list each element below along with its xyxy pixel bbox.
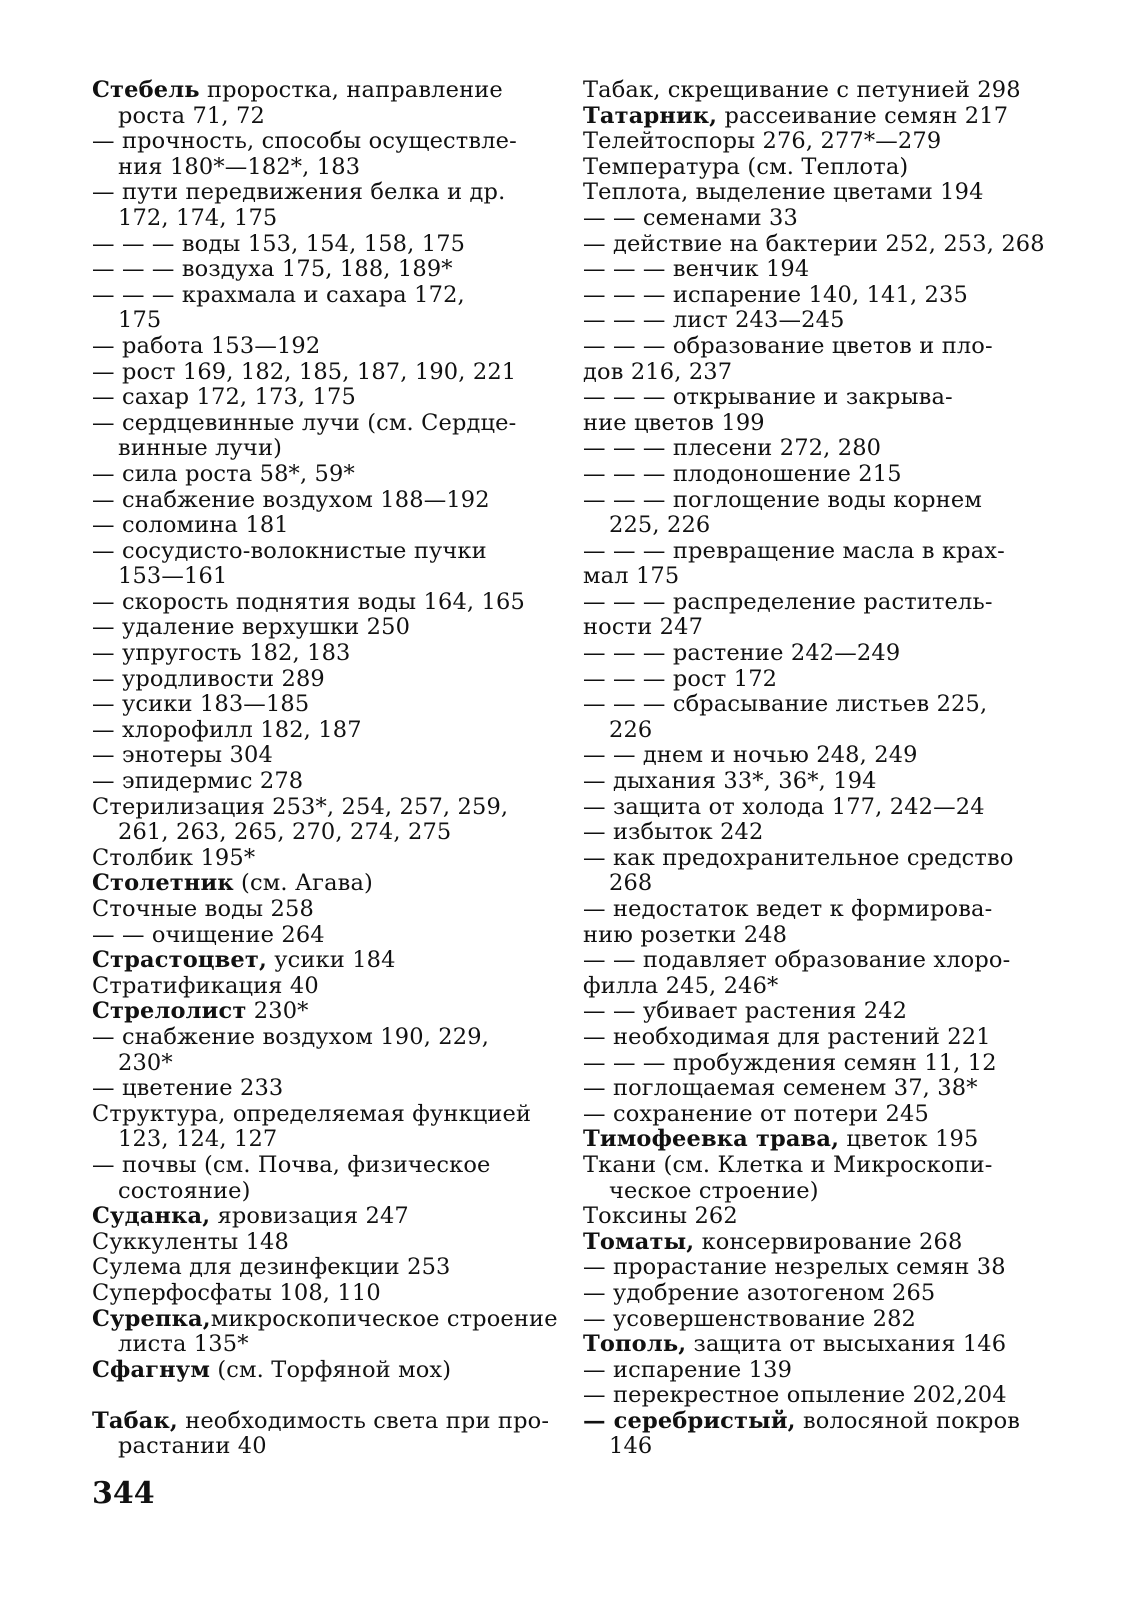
entry-text: рассеивание семян 217 — [717, 102, 1009, 129]
entry-headword: Томаты, — [583, 1228, 695, 1255]
index-entry-line — [92, 871, 552, 897]
index-entry-line — [92, 513, 552, 539]
entry-text: консервирование 268 — [694, 1228, 963, 1255]
index-entry-line — [583, 232, 1048, 258]
entry-text: — цветение 233 — [92, 1075, 284, 1102]
index-entry-line — [92, 795, 552, 821]
entry-headword: Сурепка, — [92, 1305, 211, 1332]
index-entry-line — [92, 974, 552, 1000]
index-entry-line — [92, 1305, 558, 1333]
entry-text: (см. Агава) — [233, 870, 373, 897]
entry-headword: Страстоцвет, — [92, 947, 267, 974]
entry-text: защита от высыхания 146 — [686, 1331, 1007, 1358]
index-entry-line — [92, 1332, 552, 1358]
entry-text: — — — рост 172 — [583, 665, 778, 692]
entry-text: листа 135* — [118, 1331, 249, 1358]
entry-text: волосяной покров — [795, 1407, 1021, 1434]
entry-text: — упругость 182, 183 — [92, 640, 351, 667]
entry-text: 172, 174, 175 — [118, 204, 278, 231]
entry-text: Стратификация 40 — [92, 972, 319, 999]
entry-text: — — — превращение масла в крах- — [583, 537, 1005, 564]
index-entry-line — [583, 871, 1048, 897]
index-entry-line — [92, 436, 552, 462]
index-entry-line — [92, 232, 552, 258]
entry-text: ности 247 — [583, 614, 704, 641]
entry-text: — сахар 172, 173, 175 — [92, 384, 356, 411]
index-entry-line — [583, 78, 1048, 104]
index-entry-line — [92, 615, 552, 641]
index-entry-line — [583, 1179, 1048, 1205]
index-entry-line — [92, 1204, 552, 1230]
entry-text: необходимость света при про- — [177, 1407, 550, 1434]
entry-text: — усики 183—185 — [92, 691, 310, 718]
entry-text: — необходимая для растений 221 — [583, 1023, 991, 1050]
index-entry-line — [92, 78, 552, 104]
index-entry-line — [92, 948, 552, 974]
entry-text: — — — лист 243—245 — [583, 307, 845, 334]
entry-text: — — очищение 264 — [92, 921, 325, 948]
index-entry-line — [583, 667, 1048, 693]
entry-text: — — днем и ночью 248, 249 — [583, 742, 918, 769]
entry-text: Ткани (см. Клетка и Микроскопи- — [583, 1151, 993, 1178]
entry-headword: Стебель — [92, 77, 200, 103]
entry-text: Столбик 195* — [92, 844, 256, 871]
entry-text: — скорость поднятия воды 164, 165 — [92, 588, 525, 615]
entry-text: — сосудисто-волокнистые пучки — [92, 537, 487, 564]
entry-text: — прочность, способы осуществле- — [92, 128, 517, 155]
entry-headword: Татарник, — [583, 102, 718, 129]
index-entry-line — [583, 129, 1048, 155]
index-entry-line — [92, 1230, 552, 1256]
index-entry-line — [92, 129, 552, 155]
entry-text: ние цветов 199 — [583, 409, 765, 436]
index-entry-line — [583, 360, 1048, 386]
entry-text: Теплота, выделение цветами 194 — [583, 179, 984, 206]
index-entry-line — [583, 411, 1048, 437]
index-entry-line — [583, 436, 1048, 462]
index-entry-line — [583, 1409, 1048, 1435]
entry-text: — — — крахмала и сахара 172, — [92, 281, 465, 308]
index-entry-line — [92, 897, 552, 923]
entry-headword: Тимофеевка трава, — [583, 1126, 840, 1153]
index-entry-line — [583, 1051, 1048, 1077]
entry-text: — — — образование цветов и пло- — [583, 332, 993, 359]
entry-text: — — — поглощение воды корнем — [583, 486, 982, 513]
index-entry-line — [92, 257, 552, 283]
entry-text: состояние) — [118, 1177, 251, 1204]
entry-text: — действие на бактерии 252, 253, 268 — [583, 230, 1045, 257]
index-entry-line — [92, 1434, 552, 1460]
index-entry-line — [92, 923, 552, 949]
entry-text: — — подавляет образование хлоро- — [583, 947, 1011, 974]
entry-text: мал 175 — [583, 563, 680, 590]
entry-text: — сердцевинные лучи (см. Сердце- — [92, 409, 517, 436]
index-entry-line — [583, 1383, 1048, 1409]
index-entry-line — [583, 615, 1048, 641]
entry-text: — почвы (см. Почва, физическое — [92, 1151, 491, 1178]
index-entry-line — [92, 180, 552, 206]
index-entry-line — [583, 795, 1048, 821]
entry-text: — защита от холода 177, 242—24 — [583, 793, 985, 820]
entry-text: роста 71, 72 — [118, 102, 265, 129]
entry-text: нию розетки 248 — [583, 921, 788, 948]
index-entry-line — [92, 334, 552, 360]
entry-text: Суккуленты 148 — [92, 1228, 289, 1255]
entry-text: — работа 153—192 — [92, 332, 321, 359]
index-entry-line — [92, 488, 552, 514]
entry-text: — — — воздуха 175, 188, 189* — [92, 256, 453, 283]
index-column-left — [92, 77, 558, 1460]
index-entry-line — [583, 948, 1048, 974]
entry-text: — — убивает растения 242 — [583, 998, 908, 1025]
index-entry-line — [583, 743, 1048, 769]
index-entry-line — [583, 974, 1048, 1000]
entry-text: филла 245, 246* — [583, 972, 779, 999]
index-entry-line — [583, 283, 1048, 309]
index-entry-line — [92, 360, 552, 386]
entry-headword: Сфагнум — [92, 1356, 211, 1383]
index-entry-line — [92, 155, 552, 181]
entry-text: проростка, направление — [199, 77, 503, 103]
index-entry-line — [92, 564, 552, 590]
entry-text: — недостаток ведет к формирова- — [583, 896, 993, 922]
index-entry-line — [583, 155, 1048, 181]
index-entry-line — [92, 1051, 552, 1077]
index-entry-line — [92, 1358, 552, 1384]
index-entry-line — [583, 923, 1048, 949]
entry-text: — сохранение от потери 245 — [583, 1100, 929, 1127]
index-entry-line — [583, 1153, 1048, 1179]
entry-text: — усовершенствование 282 — [583, 1305, 917, 1332]
entry-text: — — — растение 242—249 — [583, 640, 901, 667]
entry-text: — как предохранительное средство — [583, 844, 1014, 871]
entry-text: 175 — [118, 307, 162, 334]
entry-text: — — — воды 153, 154, 158, 175 — [92, 230, 466, 257]
index-entry-line — [92, 1281, 552, 1307]
index-entry-line — [92, 104, 552, 130]
index-entry-line — [92, 1102, 552, 1128]
entry-text: 261, 263, 265, 270, 274, 275 — [118, 819, 452, 846]
index-entry-line — [583, 1102, 1048, 1128]
entry-text: — пути передвижения белка и др. — [92, 179, 506, 206]
entry-text: — прорастание незрелых семян 38 — [583, 1254, 1006, 1281]
index-entry-line — [92, 999, 552, 1025]
entry-text: микроскопическое строение — [210, 1305, 558, 1332]
entry-text: — — — распределение раститель- — [583, 588, 993, 615]
entry-text: Суперфосфаты 108, 110 — [92, 1279, 381, 1306]
entry-text: — — — сбрасывание листьев 225, — [583, 691, 988, 718]
index-entry-line — [92, 1255, 552, 1281]
index-entry-line — [583, 564, 1048, 590]
index-entry-line — [92, 820, 552, 846]
entry-headword: Стрелолист — [92, 998, 247, 1025]
index-entry-line — [92, 1409, 552, 1435]
entry-text: Сулема для дезинфекции 253 — [92, 1254, 451, 1281]
entry-text: 226 — [609, 716, 653, 743]
index-entry-line — [583, 692, 1048, 718]
entry-text: 268 — [609, 870, 653, 897]
entry-text: — удаление верхушки 250 — [92, 614, 411, 641]
entry-text: Структура, определяемая функцией — [92, 1100, 532, 1127]
page-number: 344 — [92, 1476, 155, 1511]
index-entry-line — [92, 1153, 552, 1179]
index-entry-line — [583, 385, 1048, 411]
entry-text: усики 184 — [266, 947, 396, 974]
entry-headword: — серебристый, — [583, 1407, 796, 1434]
entry-text: — уродливости 289 — [92, 665, 325, 692]
entry-text: — избыток 242 — [583, 819, 764, 846]
index-entry-line — [583, 1434, 1048, 1460]
entry-text: 225, 226 — [609, 512, 711, 539]
entry-headword: Табак, — [92, 1407, 178, 1434]
entry-text: Температура (см. Теплота) — [583, 153, 909, 180]
index-entry-line — [92, 206, 552, 232]
entry-text: — хлорофилл 182, 187 — [92, 716, 362, 743]
entry-text: — снабжение воздухом 188—192 — [92, 486, 490, 513]
index-entry-line — [583, 1307, 1048, 1333]
entry-text: цветок 195 — [839, 1126, 979, 1153]
index-entry-line — [92, 411, 552, 437]
entry-text: — — — открывание и закрыва- — [583, 384, 953, 411]
index-entry-line — [583, 718, 1048, 744]
entry-headword: Столетник — [92, 870, 234, 897]
index-entry-line — [583, 1127, 1048, 1153]
index-entry-line — [583, 1076, 1048, 1102]
entry-headword: Тополь, — [583, 1331, 687, 1358]
index-entry-line — [92, 1127, 552, 1153]
index-entry-line — [583, 462, 1048, 488]
entry-headword: Суданка, — [92, 1203, 211, 1230]
index-entry-line — [583, 206, 1048, 232]
index-entry-line — [92, 743, 552, 769]
entry-text: — рост 169, 182, 185, 187, 190, 221 — [92, 358, 517, 385]
entry-text: растании 40 — [118, 1433, 267, 1460]
index-entry-line — [583, 104, 1048, 130]
entry-text: ческое строение) — [609, 1177, 819, 1204]
index-entry-line — [583, 1204, 1048, 1230]
index-entry-line — [92, 846, 552, 872]
index-entry-line — [583, 1230, 1048, 1256]
entry-text: — — — венчик 194 — [583, 256, 810, 283]
index-entry-line — [583, 180, 1048, 206]
index-entry-line — [92, 718, 552, 744]
index-entry-line — [92, 1179, 552, 1205]
entry-text: — энотеры 304 — [92, 742, 273, 769]
entry-text: — поглощаемая семенем 37, 38* — [583, 1075, 978, 1102]
entry-text: — сила роста 58*, 59* — [92, 460, 355, 487]
index-entry-line — [583, 641, 1048, 667]
entry-text: 230* — [118, 1049, 173, 1076]
index-entry-line — [92, 283, 552, 309]
index-entry-line — [583, 846, 1048, 872]
entry-text: — — — плодоношение 215 — [583, 460, 902, 487]
index-entry-line — [583, 1358, 1048, 1384]
index-entry-line — [92, 692, 552, 718]
index-entry-line — [92, 1383, 552, 1409]
index-entry-line — [583, 1281, 1048, 1307]
entry-text: — — — пробуждения семян 11, 12 — [583, 1049, 997, 1076]
entry-text: Стерилизация 253*, 254, 257, 259, — [92, 793, 509, 820]
entry-text: — — семенами 33 — [583, 204, 798, 231]
index-entry-line — [583, 1332, 1048, 1358]
index-entry-line — [583, 769, 1048, 795]
index-entry-line — [583, 590, 1048, 616]
index-entry-line — [583, 820, 1048, 846]
entry-text: — соломина 181 — [92, 512, 289, 539]
entry-text: — испарение 139 — [583, 1356, 793, 1383]
entry-text: винные лучи) — [118, 435, 283, 462]
entry-text: — снабжение воздухом 190, 229, — [92, 1023, 489, 1050]
index-entry-line — [92, 308, 552, 334]
entry-text: дов 216, 237 — [583, 358, 733, 385]
index-entry-line — [583, 308, 1048, 334]
entry-text: 230* — [246, 998, 309, 1025]
entry-text: — перекрестное опыление 202,204 — [583, 1382, 1007, 1409]
entry-text: 123, 124, 127 — [118, 1126, 278, 1153]
index-entry-line — [92, 769, 552, 795]
index-entry-line — [583, 1025, 1048, 1051]
entry-text: — дыхания 33*, 36*, 194 — [583, 768, 877, 795]
index-entry-line — [92, 462, 552, 488]
entry-text: 146 — [609, 1433, 653, 1460]
entry-text: — эпидермис 278 — [92, 768, 304, 795]
index-entry-line — [92, 667, 552, 693]
index-entry-line — [583, 488, 1048, 514]
index-entry-line — [583, 999, 1048, 1025]
index-entry-line — [583, 334, 1048, 360]
index-entry-line — [583, 257, 1048, 283]
index-entry-line — [92, 590, 552, 616]
entry-text: Телейтоспоры 276, 277*—279 — [583, 128, 942, 155]
index-entry-line — [92, 539, 552, 565]
entry-text: 153—161 — [118, 563, 228, 590]
index-entry-line — [583, 513, 1048, 539]
entry-text: Табак, скрещивание с петунией 298 — [583, 77, 1021, 103]
entry-text: (см. Торфяной мох) — [210, 1356, 452, 1383]
index-entry-line — [92, 385, 552, 411]
index-entry-line — [583, 1255, 1048, 1281]
entry-text: ния 180*—182*, 183 — [118, 153, 361, 180]
entry-text: — удобрение азотогеном 265 — [583, 1279, 936, 1306]
index-entry-line — [92, 1076, 552, 1102]
index-entry-line — [583, 897, 1048, 923]
entry-text: — — — плесени 272, 280 — [583, 435, 882, 462]
entry-text: яровизация 247 — [210, 1203, 409, 1230]
index-entry-line — [92, 1025, 552, 1051]
entry-text: Токсины 262 — [583, 1203, 738, 1230]
entry-text: — — — испарение 140, 141, 235 — [583, 281, 968, 308]
index-column-right — [583, 78, 1048, 1460]
entry-text: Сточные воды 258 — [92, 896, 314, 922]
index-entry-line — [583, 539, 1048, 565]
index-entry-line — [92, 641, 552, 667]
